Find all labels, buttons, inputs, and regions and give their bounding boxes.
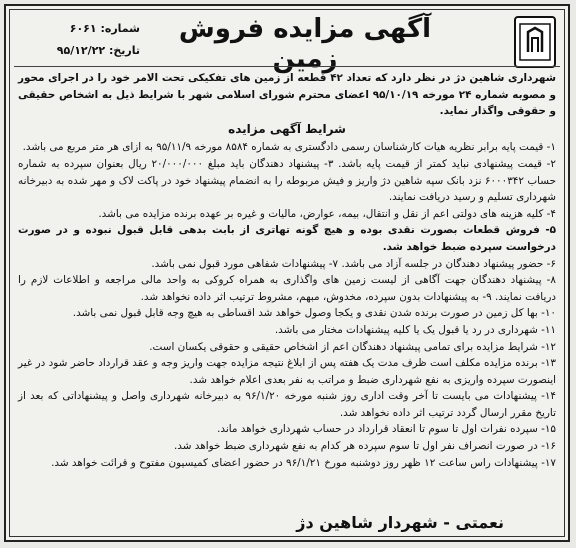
notice-body — [18, 70, 556, 506]
conditions-title: شرایط آگهی مزایده — [228, 121, 346, 136]
condition-item: ۱۱- شهرداری در رد یا قبول یک یا کلیه پیشنهادات مختار می باشد. — [274, 323, 556, 336]
notice-frame — [9, 9, 565, 537]
notice-title: آگهی مزایده فروش زمین — [178, 14, 432, 74]
condition-item: ۱۲- شرایط مزایده برای تمامی پیشنهاد دهندگان اعم از اشخاص حقیقی و حقوقی یکسان است. — [149, 340, 556, 353]
condition-item: ۱۶- در صورت انصراف نفر اول تا سوم سپرده هر کدام به نفع شهرداری ضبط خواهد شد. — [174, 440, 556, 453]
condition-item: ۱۰- بها کل زمین در صورت برنده شدن نقدی و یکجا وصول خواهد شد اقساطی به هیچ وجه قابل قبول نمی باشد. — [72, 307, 556, 320]
condition-item: ۴- کلیه هزینه های دولتی اعم از نقل و انتقال، بیمه، عوارض، مالیات و غیره بر عهده برنده مزایده می باشد. — [98, 207, 556, 220]
condition-item: ۵- فروش قطعات بصورت نقدی بوده و هیچ گونه تهاتری از بابت بدهی قابل قبول نبوده و در صورت درخواست سپرده ضبط خواهد شد. — [18, 224, 556, 253]
date-value: ۹۵/۱۲/۲۲ — [56, 44, 106, 57]
condition-item: ۱۳- برنده مزایده مکلف است ظرف مدت یک هفته پس از ابلاغ نتیجه مزایده جهت واریز وجه و عقد قرارداد حاضر شود در غیر اینصورت سپرده واریزی به نفع شهرداری ضبط و مراتب به نفر بعدی اعلام خواهد شد. — [18, 357, 556, 386]
condition-item: ۶- حضور پیشنهاد دهندگان در جلسه آزاد می باشد. ۷- پیشنهادات شفاهی مورد قبول نمی باشد. — [151, 257, 556, 270]
condition-item: ۱- قیمت پایه برابر نظریه هیات کارشناسان رسمی دادگستری به شماره ۸۵۸۴ مورخه ۹۵/۱۱/۹ به ازای هر متر مربع می باشد. — [22, 141, 556, 154]
condition-item: ۲- قیمت پیشنهادی نباید کمتر از قیمت پایه باشد. ۳- پیشنهاد دهندگان باید مبلغ ۲۰/۰۰۰/۰۰۰ ریال بعنوان سپرده به شماره حساب ۶۰۰۰۳۴۲ نزد بانک سپه شاهین دژ واریز و فیش مربوطه را به انضمام پیشنهاد خود در پاکت لاک و مهر شده به دبیرخانه شهرداری تسلیم و رسید دریافت نمایند. — [18, 157, 557, 204]
intro-paragraph: شهرداری شاهین دژ در نظر دارد که تعداد ۴۲ قطعه از زمین های تفکیکی تحت الامر خود را در اجرای محور و مصوبه شماره ۲۴ مورخه ۹۵/۱۰/۱۹ اعضای محترم شورای اسلامی شهر با شرایط ذیل به اشخاص حقیقی و حقوقی واگذار نماید. — [18, 72, 556, 118]
number-value: ۶۰۶۱ — [69, 22, 97, 35]
header-divider — [14, 66, 560, 67]
notice-meta — [20, 18, 140, 62]
number-label: شماره: — [100, 22, 140, 35]
notice-page — [4, 4, 570, 542]
date-label: تاریخ: — [108, 44, 140, 57]
condition-item: ۸- پیشنهاد دهندگان جهت آگاهی از لیست زمین های واگذاری به همراه کروکی به واحد مالی مراجعه و اطلاعات لازم را دریافت نمایند. ۹- به پیشنهادات بدون سپرده، مخدوش، مبهم، مشروط ترتیب اثر داده نخواهد شد. — [18, 274, 556, 303]
municipality-logo — [514, 16, 556, 68]
condition-item: ۱۵- سپرده نفرات اول تا سوم تا انعقاد قرارداد در حساب شهرداری خواهد ماند. — [217, 423, 556, 436]
condition-item: ۱۴- پیشنهادات می بایست تا آخر وقت اداری روز شنبه مورخه ۹۶/۱/۲۰ به دبیرخانه شهرداری واصل و پیشنهاداتی که بعد از تاریخ مقرر ارسال گردد ترتیب اثر داده نخواهد شد. — [18, 390, 556, 419]
condition-item: ۱۷- پیشنهادات راس ساعت ۱۲ ظهر روز دوشنبه مورخ ۹۶/۱/۲۱ در حضور اعضای کمیسیون مفتوح و قرائت خواهد شد. — [51, 456, 556, 469]
signature-line: نعمتی - شهردار شاهین دژ — [296, 513, 504, 532]
